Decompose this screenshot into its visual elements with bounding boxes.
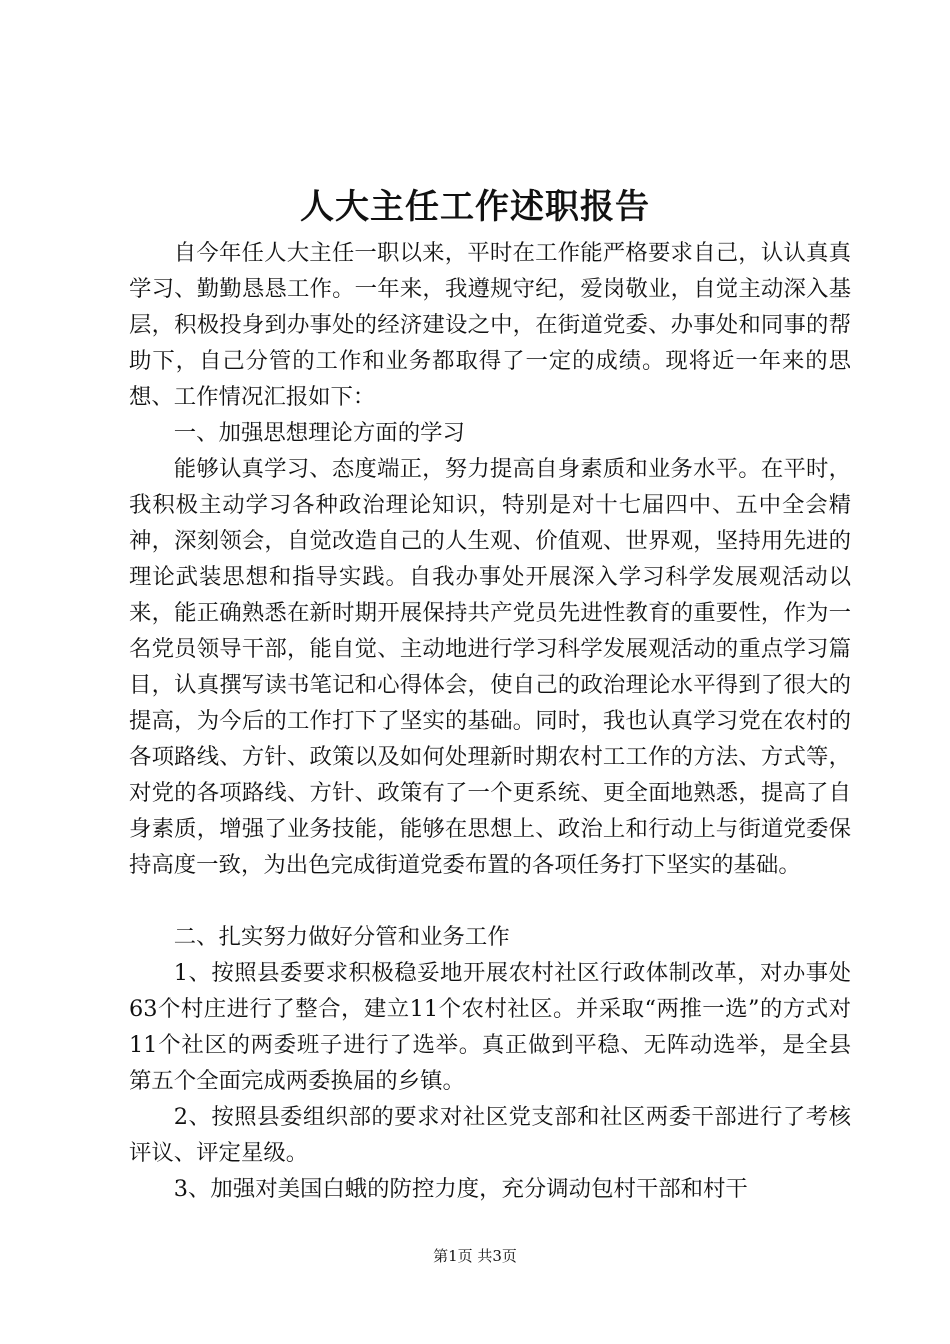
document-title: 人大主任工作述职报告 — [300, 187, 650, 227]
item-3-paragraph: 3、加强对美国白蛾的防控力度，充分调动包村干部和村干 — [173, 1176, 748, 1202]
page-number-footer: 第1页 共3页 — [433, 1247, 517, 1265]
item-1-paragraph: 1、按照县委要求积极稳妥地开展农村社区行政体制改革，对办事处63个村庄进行了整合，建立11个农村社区。并采取“两推一选”的方式对11个社区的两委班子进行了选举。真正做到平稳、无阵动选举，是全县第五个全面完成两委换届的乡镇。 — [129, 960, 851, 1094]
item-2-paragraph: 2、按照县委组织部的要求对社区党支部和社区两委干部进行了考核评议、评定星级。 — [129, 1104, 851, 1166]
document-body — [129, 235, 851, 1207]
section-1-paragraph: 能够认真学习、态度端正，努力提高自身素质和业务水平。在平时，我积极主动学习各种政治理论知识，特别是对十七届四中、五中全会精神，深刻领会，自觉改造自己的人生观、价值观、世界观，坚持用先进的理论武装思想和指导实践。自我办事处开展深入学习科学发展观活动以来，能正确熟悉在新时期开展保持共产党员先进性教育的重要性，作为一名党员领导干部，能自觉、主动地进行学习科学发展观活动的重点学习篇目，认真撰写读书笔记和心得体会，使自己的政治理论水平得到了很大的提高，为今后的工作打下了坚实的基础。同时，我也认真学习党在农村的各项路线、方针、政策以及如何处理新时期农村工工作的方法、方式等，对党的各项路线、方针、政策有了一个更系统、更全面地熟悉，提高了自身素质，增强了业务技能，能够在思想上、政治上和行动上与街道党委保持高度一致，为出色完成街道党委布置的各项任务打下坚实的基础。 — [129, 456, 851, 878]
intro-paragraph: 自今年任人大主任一职以来，平时在工作能严格要求自己，认认真真学习、勤勤恳恳工作。一年来，我遵规守纪，爱岗敬业，自觉主动深入基层，积极投身到办事处的经济建设之中，在街道党委、办事处和同事的帮助下，自己分管的工作和业务都取得了一定的成绩。现将近一年来的思想、工作情况汇报如下： — [129, 240, 851, 410]
blank-line — [129, 883, 851, 919]
section-heading-1: 一、加强思想理论方面的学习 — [173, 420, 465, 446]
section-heading-2: 二、扎实努力做好分管和业务工作 — [173, 924, 510, 950]
